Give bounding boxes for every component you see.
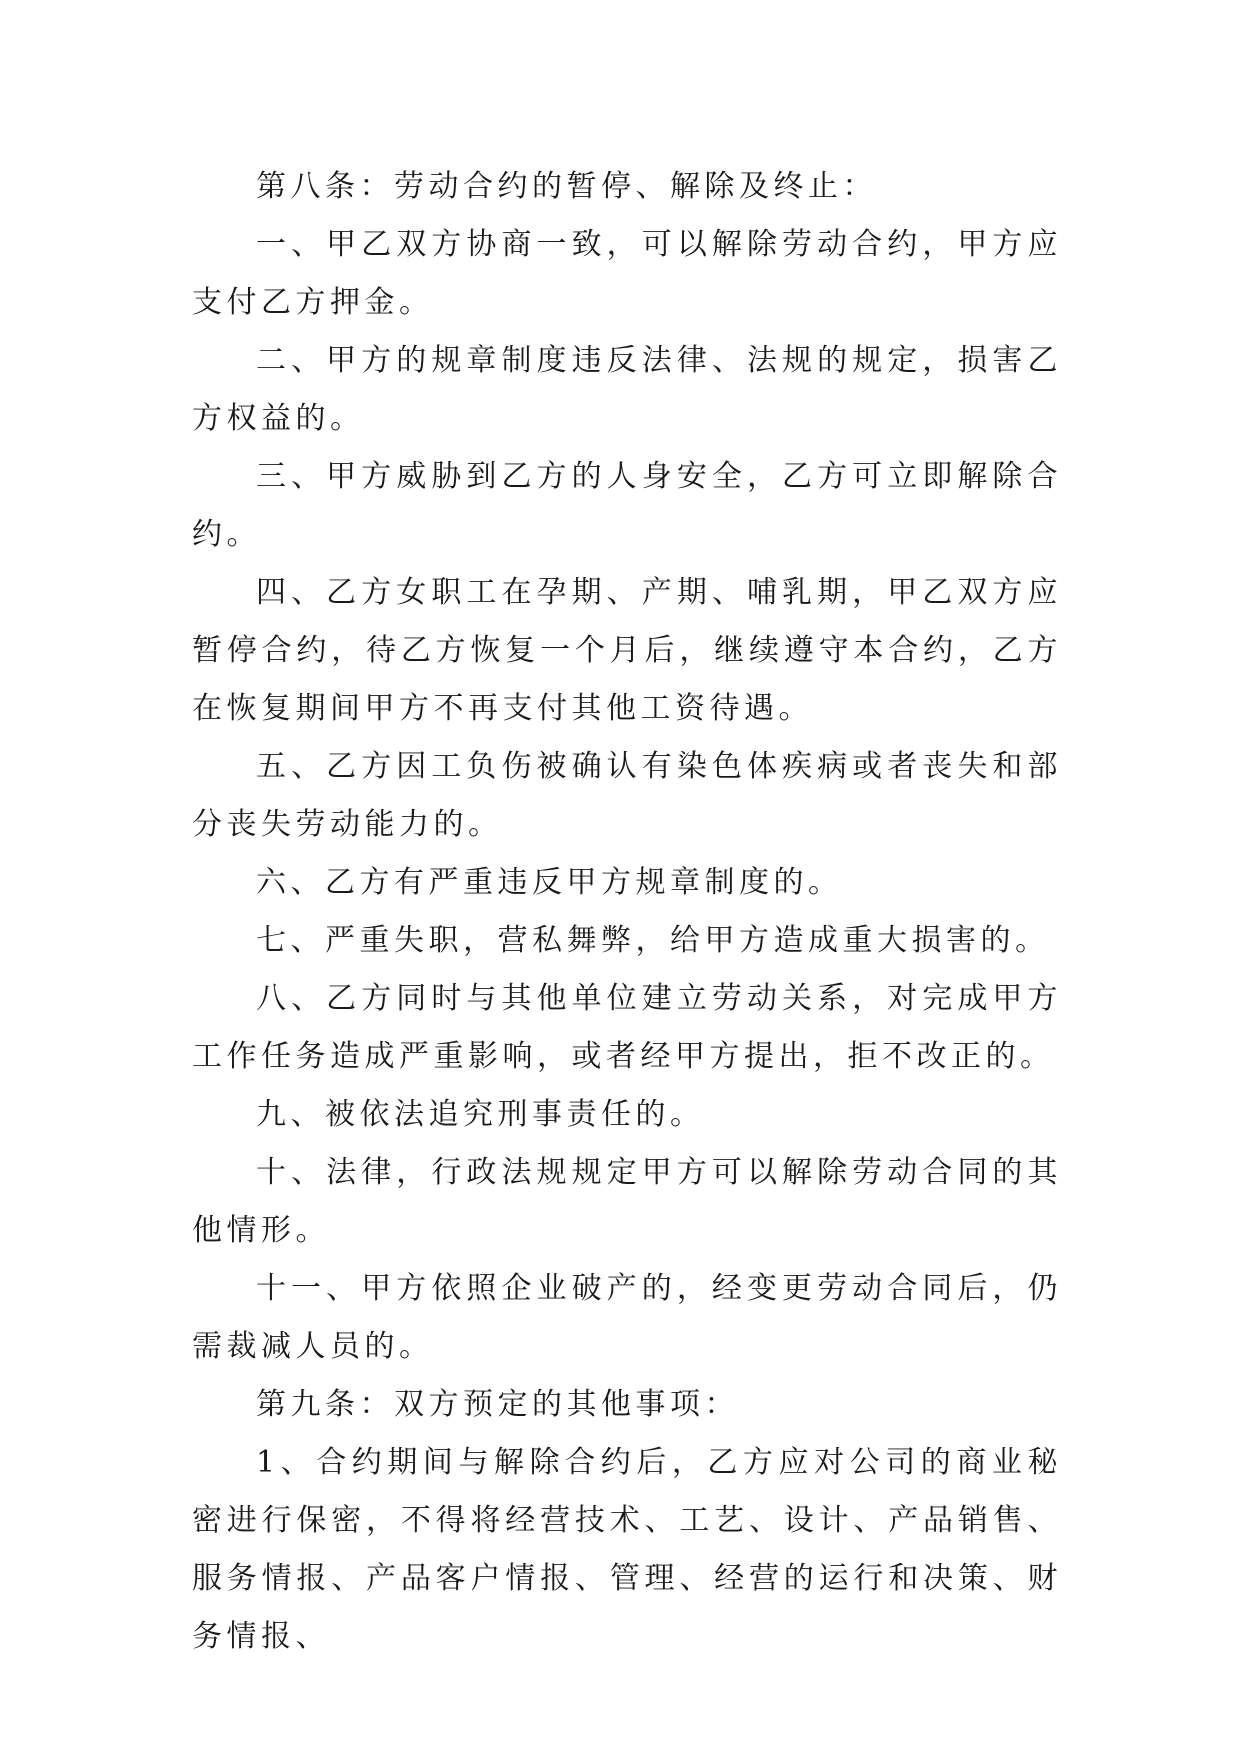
document-body: [192, 158, 1062, 1666]
article-9-heading: 第九条：双方预定的其他事项：: [256, 1387, 739, 1422]
clause-6: 六、乙方有严重违反甲方规章制度的。: [256, 865, 843, 900]
clause-8: 八、乙方同时与其他单位建立劳动关系，对完成甲方工作任务造成严重影响，或者经甲方提出，拒不改正的。: [192, 981, 1062, 1074]
clause-11: 十一、甲方依照企业破产的，经变更劳动合同后，仍需裁减人员的。: [192, 1271, 1062, 1364]
article-8-heading: 第八条：劳动合约的暂停、解除及终止：: [256, 169, 877, 204]
clause-9: 九、被依法追究刑事责任的。: [256, 1097, 705, 1132]
clause-1: 一、甲乙双方协商一致，可以解除劳动合约，甲方应支付乙方押金。: [192, 227, 1062, 320]
clause-5: 五、乙方因工负伤被确认有染色体疾病或者丧失和部分丧失劳动能力的。: [192, 749, 1062, 842]
clause-3: 三、甲方威胁到乙方的人身安全，乙方可立即解除合约。: [192, 459, 1062, 552]
clause-7: 七、严重失职，营私舞弊，给甲方造成重大损害的。: [256, 923, 1050, 958]
clause-4: 四、乙方女职工在孕期、产期、哺乳期，甲乙双方应暂停合约，待乙方恢复一个月后，继续遵守本合约，乙方在恢复期间甲方不再支付其他工资待遇。: [192, 575, 1062, 726]
article-9-item-1: 1、合约期间与解除合约后，乙方应对公司的商业秘密进行保密，不得将经营技术、工艺、设计、产品销售、服务情报、产品客户情报、管理、经营的运行和决策、财务情报、: [192, 1445, 1062, 1654]
clause-10: 十、法律，行政法规规定甲方可以解除劳动合同的其他情形。: [192, 1155, 1062, 1248]
clause-2: 二、甲方的规章制度违反法律、法规的规定，损害乙方权益的。: [192, 343, 1062, 436]
